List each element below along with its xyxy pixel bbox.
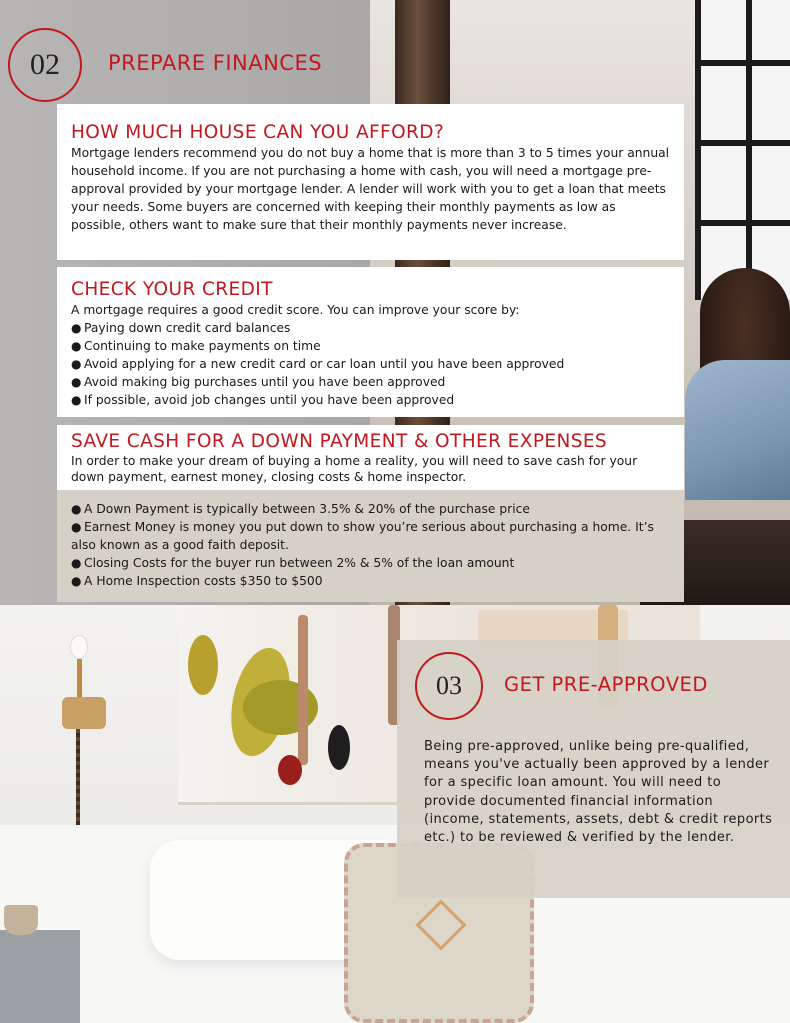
step-number: 03	[436, 671, 462, 700]
cash-intro: In order to make your dream of buying a home a reality, you will need to save cash for your down payment, earnest money, closing costs & home inspector.	[71, 454, 638, 484]
photo-window	[695, 0, 790, 300]
bullet-icon: ●	[71, 393, 82, 407]
lamp-bulb	[70, 635, 88, 659]
credit-list	[71, 319, 670, 409]
preapproved-panel	[397, 640, 790, 898]
afford-panel	[57, 104, 684, 260]
list-item: ● Paying down credit card balances	[71, 321, 291, 335]
cash-heading: SAVE CASH FOR A DOWN PAYMENT & OTHER EXPENSES	[71, 431, 608, 452]
credit-intro: A mortgage requires a good credit score. You can improve your score by:	[71, 303, 520, 317]
cash-panel	[57, 425, 684, 495]
bullet-icon: ●	[71, 574, 82, 588]
section-title: PREPARE FINANCES	[108, 51, 323, 75]
list-item: ● A Down Payment is typically between 3.5% & 20% of the purchase price	[71, 502, 530, 516]
list-item: ● Continuing to make payments on time	[71, 339, 321, 353]
lamp-plate	[62, 697, 106, 729]
credit-heading: CHECK YOUR CREDIT	[71, 279, 273, 300]
photo-person-jacket	[685, 360, 790, 500]
list-item: ● If possible, avoid job changes until you have been approved	[71, 393, 455, 407]
bullet-icon: ●	[71, 375, 82, 389]
bullet-icon: ●	[71, 556, 82, 570]
list-item: ● Avoid applying for a new credit card or car loan until you have been approved	[71, 357, 565, 371]
bullet-icon: ●	[71, 321, 82, 335]
list-item: ● Earnest Money is money you put down to show you’re serious about purchasing a home. It’s also known as a good faith deposit.	[71, 520, 654, 552]
list-item: ● Avoid making big purchases until you have been approved	[71, 375, 446, 389]
nightstand	[0, 930, 80, 1023]
step-number-circle	[8, 28, 82, 102]
lamp-arm	[77, 659, 82, 699]
preapproved-body: Being pre-approved, unlike being pre-qualified, means you've actually been approved by a lender for a specific loan amount. You will need to provide documented financial information (income, statements, assets, debt & credit reports etc.) to be reviewed & verified by the lender.	[424, 739, 773, 846]
bullet-icon: ●	[71, 502, 82, 516]
cash-list-panel	[57, 490, 684, 602]
section-title: GET PRE-APPROVED	[504, 673, 708, 696]
list-item: ● A Home Inspection costs $350 to $500	[71, 574, 323, 588]
cash-list	[71, 500, 670, 590]
credit-panel	[57, 267, 684, 417]
bullet-icon: ●	[71, 357, 82, 371]
bullet-icon: ●	[71, 339, 82, 353]
bullet-icon: ●	[71, 520, 82, 534]
mug	[4, 905, 38, 935]
step-number: 02	[30, 48, 60, 81]
step-number-circle	[415, 652, 483, 720]
afford-body: Mortgage lenders recommend you do not buy a home that is more than 3 to 5 times your annual household income. If you are not purchasing a home with cash, you will need a mortgage pre-approval provided by your mortgage lender. A lender will work with you to get a loan that meets your needs. Some buyers are concerned with keeping their monthly payments as low as possible, others want to make sure that their monthly payments never increase.	[71, 146, 670, 232]
list-item: ● Closing Costs for the buyer run between 2% & 5% of the loan amount	[71, 556, 515, 570]
pillow-motif	[416, 900, 467, 951]
afford-heading: HOW MUCH HOUSE CAN YOU AFFORD?	[71, 122, 445, 143]
